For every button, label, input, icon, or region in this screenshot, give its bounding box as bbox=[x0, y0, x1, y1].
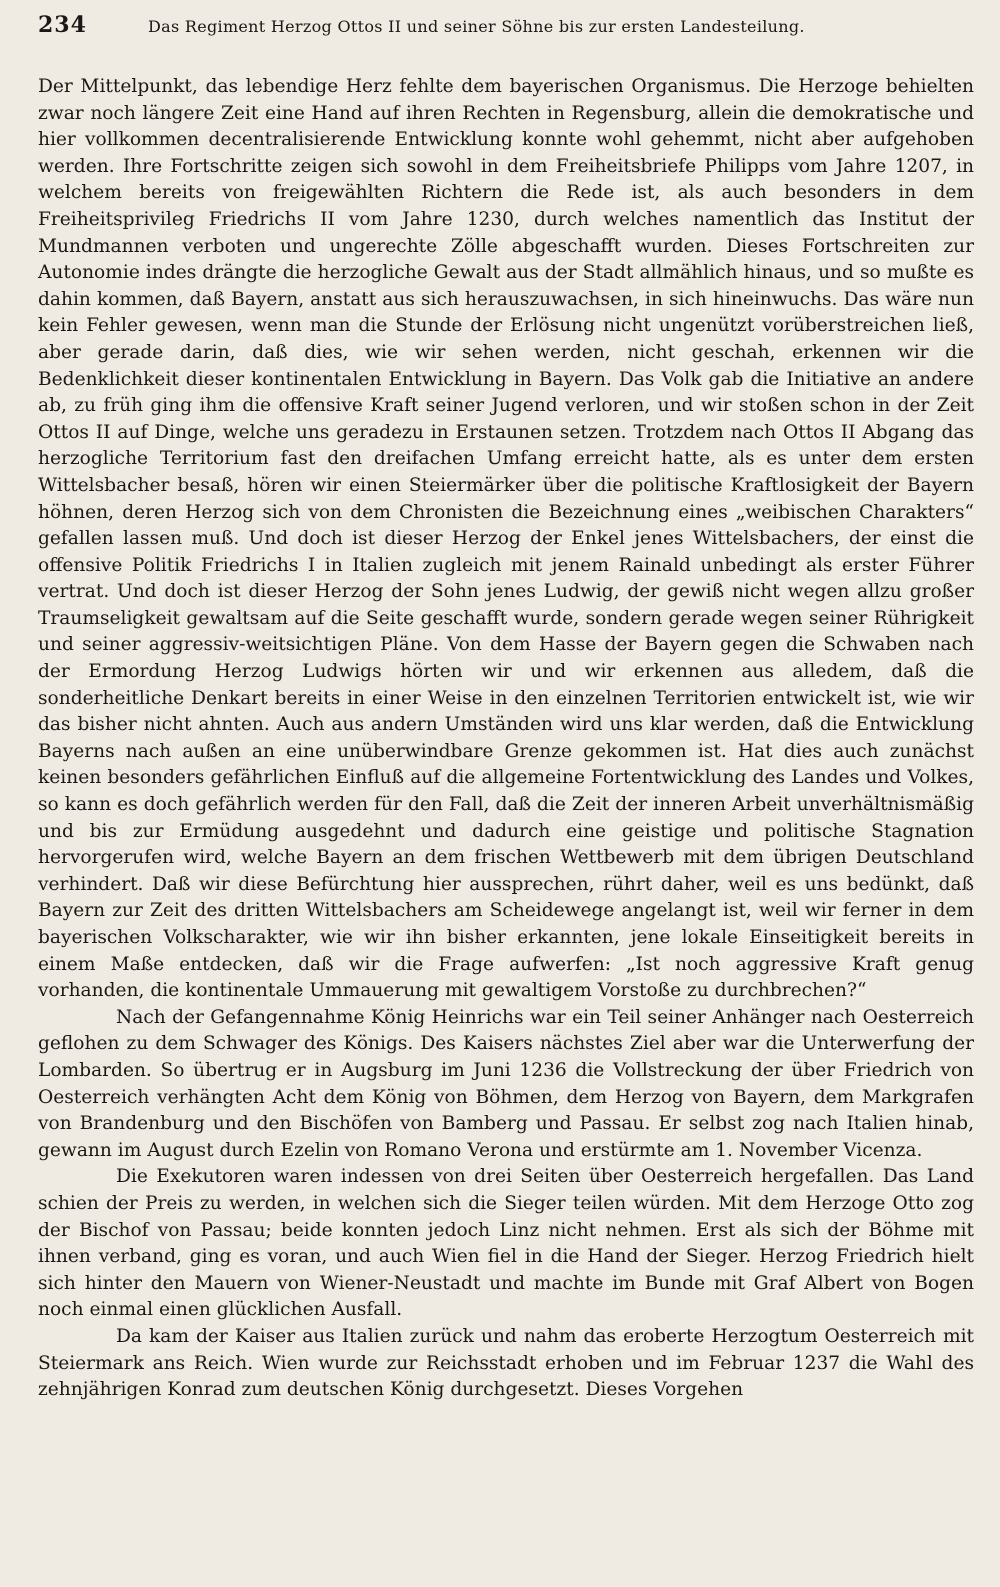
paragraph-3: Die Exekutoren waren indessen von drei Seiten über Oesterreich hergefallen. Das Land schien der Preis zu werden, in welchen sich die Sieger teilen würden. Mit dem Herzoge Otto zog der Bischof von Passau; beide konnten jedoch Linz nicht nehmen. Erst als sich der Böhme mit ihnen verband, ging es voran, und auch Wien fiel in die Hand der Sieger. Herzog Friedrich hielt sich hinter den Mauern von Wiener-Neustadt und machte im Bunde mit Graf Albert von Bogen noch einmal einen glücklichen Ausfall. bbox=[38, 1166, 974, 1321]
running-head bbox=[38, 12, 974, 52]
running-title: Das Regiment Herzog Ottos II und seiner Söhne bis zur ersten Landesteilung. bbox=[148, 17, 805, 36]
paragraph-1: Der Mittelpunkt, das lebendige Herz fehlte dem bayerischen Organismus. Die Herzoge behielten zwar noch längere Zeit eine Hand auf ihren Rechten in Regensburg, allein die demokratische und hier vollkommen decentralisierende Entwicklung konnte wohl gehemmt, nicht aber aufgehoben werden. Ihre Fortschritte zeigen sich sowohl in dem Freiheitsbriefe Philipps vom Jahre 1207, in welchem bereits von freigewählten Richtern die Rede ist, als auch besonders in dem Freiheitsprivileg Friedrichs II vom Jahre 1230, durch welches namentlich das Institut der Mundmannen verboten und ungerechte Zölle abgeschafft wurden. Dieses Fortschreiten zur Autonomie indes drängte die herzogliche Gewalt aus der Stadt allmählich hinaus, und so mußte es dahin kommen, daß Bayern, anstatt aus sich herauszuwachsen, in sich hineinwuchs. Das wäre nun kein Fehler gewesen, wenn man die Stunde der Erlösung nicht ungenützt vorüberstreichen ließ, aber gerade darin, daß dies, wie wir sehen werden, nicht geschah, erkennen wir die Bedenklichkeit dieser kontinentalen Entwicklung in Bayern. Das Volk gab die Initiative an andere ab, zu früh ging ihm die offensive Kraft seiner Jugend verloren, und wir stoßen schon in der Zeit Ottos II auf Dinge, welche uns geradezu in Erstaunen setzen. Trotzdem nach Ottos II Abgang das herzogliche Territorium fast den dreifachen Umfang erreicht hatte, als es unter dem ersten Wittelsbacher besaß, hören wir einen Steiermärker über die politische Kraftlosigkeit der Bayern höhnen, deren Herzog sich von dem Chronisten die Bezeichnung eines „weibischen Charakters“ gefallen lassen muß. Und doch ist dieser Herzog der Enkel jenes Wittelsbachers, der einst die offensive Politik Friedrichs I in Italien zugleich mit jenem Rainald unbedingt als erster Führer vertrat. Und doch ist dieser Herzog der Sohn jenes Ludwig, der gewiß nicht wegen allzu großer Traumseligkeit gewaltsam auf die Seite geschafft wurde, sondern gerade wegen seiner Rührigkeit und seiner aggressiv-weitsichtigen Pläne. Von dem Hasse der Bayern gegen die Schwaben nach der Ermordung Herzog Ludwigs hörten wir und wir erkennen aus alledem, daß die sonderheitliche Denkart bereits in einer Weise in den einzelnen Territorien entwickelt ist, wie wir das bisher nicht ahnten. Auch aus andern Umständen wird uns klar werden, daß die Entwicklung Bayerns nach außen an eine unüberwindbare Grenze gekommen ist. Hat dies auch zunächst keinen besonders gefährlichen Einfluß auf die allgemeine Fortentwicklung des Landes und Volkes, so kann es doch gefährlich werden für den Fall, daß die Zeit der inneren Arbeit unverhältnismäßig und bis zur Ermüdung ausgedehnt und dadurch eine geistige und politische Stagnation hervorgerufen wird, welche Bayern an dem frischen Wettbewerb mit dem übrigen Deutschland verhindert. Daß wir diese Befürchtung hier aussprechen, rührt daher, weil es uns bedünkt, daß Bayern zur Zeit des dritten Wittelsbachers am Scheidewege angelangt ist, weil wir ferner in dem bayerischen Volkscharakter, wie wir ihn bisher erkannten, jene lokale Einseitigkeit bereits in einem Maße entdecken, daß wir die Frage aufwerfen: „Ist noch aggressive Kraft genug vorhanden, die kontinentale Ummauerung mit gewaltigem Vorstoße zu durchbrechen?“ bbox=[38, 76, 974, 1002]
page-number: 234 bbox=[38, 12, 87, 38]
paragraph-4: Da kam der Kaiser aus Italien zurück und nahm das eroberte Herzogtum Oesterreich mit Steiermark ans Reich. Wien wurde zur Reichsstadt erhoben und im Februar 1237 die Wahl des zehnjährigen Konrad zum deutschen König durchgesetzt. Dieses Vorgehen bbox=[38, 1325, 974, 1401]
paragraph-2: Nach der Gefangennahme König Heinrichs war ein Teil seiner Anhänger nach Oesterreich geflohen zu dem Schwager des Königs. Des Kaisers nächstes Ziel aber war die Unterwerfung der Lombarden. So übertrug er in Augsburg im Juni 1236 die Vollstreckung der über Friedrich von Oesterreich verhängten Acht dem König von Böhmen, dem Herzog von Bayern, dem Markgrafen von Brandenburg und den Bischöfen von Bamberg und Passau. Er selbst zog nach Italien hinab, gewann im August durch Ezelin von Romano Verona und erstürmte am 1. November Vicenza. bbox=[38, 1006, 974, 1161]
body-text bbox=[38, 74, 974, 1404]
